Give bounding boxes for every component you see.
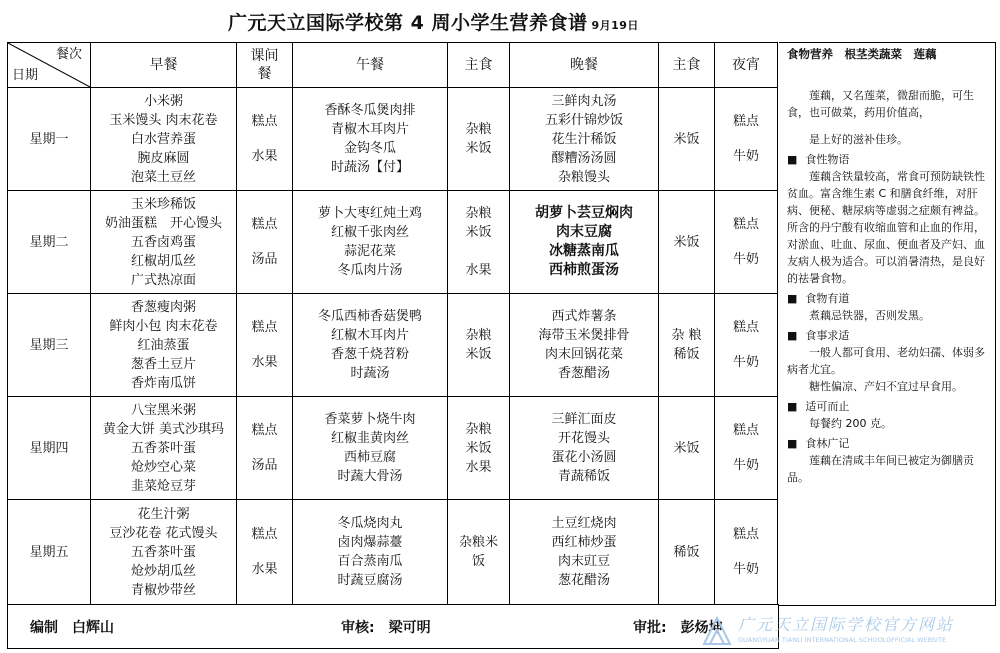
- night-snack-item: 牛奶: [732, 252, 759, 267]
- dinner-item: 香葱醋汤: [557, 366, 610, 381]
- sidebar-body: [787, 87, 987, 486]
- day-cell: 星期五: [8, 500, 91, 605]
- lunch-staple-item: 水果: [465, 263, 492, 278]
- lunch-item: 香菜萝卜烧牛肉: [324, 412, 416, 427]
- night-snack-item: 牛奶: [732, 458, 759, 473]
- sidebar-section-title: ■ 食事求适: [787, 327, 987, 344]
- night-snack-cell: [715, 294, 778, 397]
- night-snack-cell: [715, 500, 778, 605]
- breakfast-item: 香炸南瓜饼: [130, 375, 196, 391]
- dinner-cell: [510, 397, 659, 500]
- breakfast-item: 八宝黑米粥: [130, 402, 196, 418]
- dinner-staple-item: 稀饭: [673, 347, 700, 362]
- header-row: [8, 43, 778, 88]
- site-watermark: [700, 612, 995, 650]
- snack-item: 糕点: [251, 527, 278, 542]
- page-title: [228, 8, 639, 35]
- breakfast-cell: [91, 294, 237, 397]
- sidebar-section-title: ■ 食性物语: [787, 151, 987, 168]
- lunch-staple-item: 杂粮: [465, 421, 492, 437]
- lunch-item: 红椒韭黄肉丝: [330, 431, 409, 446]
- dinner-staple-item: 米饭: [673, 440, 700, 456]
- snack-item: 糕点: [251, 114, 278, 129]
- watermark-cn: 广元天立国际学校官方网站: [738, 615, 955, 634]
- breakfast-item: 五香茶叶蛋: [130, 544, 196, 560]
- dinner-item: 杂粮馒头: [557, 169, 610, 185]
- sidebar-paragraph: 莲藕，又名莲菜，微甜而脆，可生食，也可做菜，药用价值高，: [787, 89, 974, 119]
- lunch-item: 时蔬汤: [350, 366, 390, 381]
- sidebar-section-title: ■ 食物有道: [787, 290, 987, 307]
- night-snack-item: 糕点: [732, 320, 759, 335]
- lunch-staple-item: 杂粮米: [458, 535, 498, 550]
- breakfast-cell: [91, 191, 237, 294]
- snack-item: 汤品: [251, 458, 278, 473]
- sidebar-paragraph: 是上好的滋补佳珍。: [809, 133, 908, 146]
- dinner-item: 土豆红烧肉: [551, 516, 617, 531]
- menu-row: [8, 88, 778, 191]
- breakfast-item: 广式热凉面: [130, 272, 196, 288]
- lunch-item: 冬瓜肉片汤: [337, 263, 403, 278]
- lunch-item: 金钩冬瓜: [343, 141, 396, 156]
- dinner-item: 三鲜汇面皮: [551, 412, 617, 427]
- breakfast-item: 黄金大饼 美式沙琪玛: [102, 421, 225, 437]
- lunch-staple-item: 水果: [465, 459, 492, 475]
- lunch-staple-item: 米饭: [465, 225, 492, 240]
- breakfast-item: 红油蒸蛋: [137, 337, 190, 353]
- night-snack-item: 牛奶: [732, 355, 759, 370]
- lunch-staple-item: 饭: [471, 554, 485, 569]
- sidebar-paragraph: 煮藕忌铁器，否则发黑。: [809, 309, 930, 322]
- lunch-item: 红椒木耳肉片: [330, 328, 409, 343]
- lunch-item: 西柿豆腐: [343, 450, 396, 465]
- dinner-staple-item: 稀饭: [673, 544, 700, 560]
- watermark-en: GUANGYUAN TIANLI INTERNATIONAL SCHOOLOFFICIAL WEBSITE: [738, 636, 947, 644]
- lunch-staple-item: 杂粮: [465, 328, 492, 343]
- dinner-item: 西柿煎蛋汤: [549, 262, 619, 278]
- corner-top-label: 餐次: [55, 47, 82, 62]
- snack-cell: [237, 294, 293, 397]
- menu-row: [8, 191, 778, 294]
- dinner-cell: [510, 294, 659, 397]
- breakfast-cell: [91, 500, 237, 605]
- dinner-item: 开花馒头: [557, 431, 610, 446]
- night-snack-cell: [715, 88, 778, 191]
- dinner-staple-item: 杂 粮: [671, 328, 702, 343]
- breakfast-item: 炝炒空心菜: [130, 459, 196, 475]
- menu-row: [8, 500, 778, 605]
- breakfast-item: 花生汁粥: [137, 506, 190, 522]
- dinner-item: 海带玉米煲排骨: [538, 328, 630, 343]
- snack-cell: [237, 191, 293, 294]
- title-date: 9月19日: [591, 19, 639, 32]
- dinner-item: 青蔬稀饭: [557, 469, 610, 484]
- dinner-staple-cell: [659, 191, 715, 294]
- footer-approver: 审批: 彭炀坤: [633, 620, 723, 636]
- sidebar-heading: 食物营养 根茎类蔬菜 莲藕: [787, 47, 937, 61]
- lunch-item: 卤肉爆蒜薹: [337, 535, 403, 550]
- sidebar-paragraph: 糖性偏凉、产妇不宜过早食用。: [809, 380, 963, 393]
- dinner-item: 三鲜肉丸汤: [551, 93, 617, 109]
- breakfast-cell: [91, 397, 237, 500]
- lunch-item: 冬瓜西柿香菇煲鸭: [317, 309, 422, 324]
- dinner-item: 肉末回锅花菜: [544, 347, 623, 362]
- lunch-cell: [293, 191, 448, 294]
- footer-editor: 编制 白辉山: [30, 620, 114, 636]
- dinner-item: 肉末豆腐: [556, 224, 612, 240]
- snack-item: 糕点: [251, 423, 278, 438]
- dinner-staple-cell: [659, 500, 715, 605]
- corner-cell: [8, 43, 91, 88]
- lunch-item: 青椒木耳肉片: [330, 122, 409, 137]
- lunch-item: 香酥冬瓜煲肉排: [324, 103, 416, 118]
- sidebar-paragraph: 每餐约 200 克。: [809, 417, 892, 430]
- lunch-item: 时蔬汤【付】: [330, 160, 409, 175]
- sidebar-paragraph: 莲藕含铁量较高，常食可预防缺铁性贫血。富含维生素 C 和膳食纤维，对肝病、便秘、糖尿病等虚弱之症颇有裨益。所含的丹宁酸有收缩血管和止血的作用，对淤血、吐血、尿血、便血者及产妇、血友病人极为适合。可以消暑清热，是良好的祛暑食物。: [787, 170, 985, 285]
- lunch-staple-item: 米饭: [465, 347, 492, 362]
- breakfast-cell: [91, 88, 237, 191]
- day-cell: 星期一: [8, 88, 91, 191]
- breakfast-item: 鲜肉小包 肉末花卷: [109, 318, 218, 334]
- menu-row: [8, 294, 778, 397]
- lunch-staple-cell: [448, 191, 510, 294]
- night-snack-item: 牛奶: [732, 149, 759, 164]
- snack-cell: [237, 500, 293, 605]
- dinner-cell: [510, 500, 659, 605]
- snack-item: 糕点: [251, 320, 278, 335]
- lunch-staple-cell: [448, 500, 510, 605]
- dinner-item: 胡萝卜芸豆焖肉: [535, 205, 633, 221]
- header-night-snack: 夜宵: [715, 43, 778, 88]
- sidebar-paragraph: 一般人都可食用、老幼妇孺、体弱多病者尤宜。: [787, 346, 985, 376]
- breakfast-item: 五香茶叶蛋: [130, 440, 196, 456]
- lunch-staple-cell: [448, 397, 510, 500]
- dinner-item: 冰糖蒸南瓜: [549, 243, 619, 259]
- header-breakfast: 早餐: [91, 43, 237, 88]
- dinner-item: 葱花醋汤: [557, 573, 610, 588]
- lunch-staple-item: 米饭: [465, 440, 492, 456]
- breakfast-item: 小米粥: [143, 93, 183, 109]
- breakfast-item: 玉米馒头 肉末花卷: [109, 112, 218, 128]
- lunch-cell: [293, 88, 448, 191]
- day-cell: 星期四: [8, 397, 91, 500]
- dinner-staple-cell: [659, 397, 715, 500]
- dinner-item: 花生汁稀饭: [551, 131, 617, 147]
- snack-item: 水果: [251, 355, 278, 370]
- lunch-staple-item: 米饭: [465, 141, 492, 156]
- dinner-staple-cell: [659, 88, 715, 191]
- footer: [7, 604, 779, 649]
- header-snack: [237, 43, 293, 88]
- lunch-item: 红椒千张肉丝: [330, 225, 409, 240]
- lunch-staple-item: 杂粮: [465, 206, 492, 221]
- title-text: 广元天立国际学校第 4 周小学生营养食谱: [228, 12, 588, 34]
- dinner-item: 西式炸薯条: [551, 309, 617, 324]
- night-snack-cell: [715, 191, 778, 294]
- nutrition-sidebar: [779, 42, 996, 606]
- lunch-cell: [293, 500, 448, 605]
- header-snack-text: 课间餐: [250, 48, 279, 82]
- breakfast-item: 白水营养蛋: [130, 131, 196, 147]
- dinner-item: 肉末豇豆: [557, 554, 610, 569]
- lunch-staple-cell: [448, 88, 510, 191]
- night-snack-item: 牛奶: [732, 562, 759, 577]
- breakfast-item: 五香卤鸡蛋: [130, 234, 196, 250]
- dinner-item: 醪糟汤汤圆: [551, 150, 617, 166]
- day-cell: 星期二: [8, 191, 91, 294]
- dinner-item: 五彩什锦炒饭: [544, 112, 623, 128]
- breakfast-item: 葱香土豆片: [130, 356, 196, 372]
- night-snack-cell: [715, 397, 778, 500]
- sidebar-section-title: ■ 适可而止: [787, 398, 987, 415]
- lunch-staple-item: [448, 242, 509, 261]
- header-lunch-staple: 主食: [448, 43, 510, 88]
- header-lunch: 午餐: [293, 43, 448, 88]
- snack-item: 水果: [251, 149, 278, 164]
- lunch-item: 时蔬大骨汤: [337, 469, 403, 484]
- breakfast-item: 泡菜土豆丝: [130, 169, 196, 185]
- night-snack-item: 糕点: [732, 114, 759, 129]
- snack-item: 糕点: [251, 217, 278, 232]
- lunch-staple-cell: [448, 294, 510, 397]
- breakfast-item: 韭菜炝豆芽: [130, 478, 196, 494]
- breakfast-item: 玉米珍稀饭: [130, 196, 196, 212]
- night-snack-item: 糕点: [732, 217, 759, 232]
- breakfast-item: 奶油蛋糕 开心馒头: [104, 215, 222, 231]
- dinner-staple-cell: [659, 294, 715, 397]
- dinner-staple-item: 米饭: [673, 131, 700, 147]
- school-logo-icon: [700, 614, 734, 648]
- lunch-staple-item: 杂粮: [465, 122, 492, 137]
- sidebar-paragraph: 莲藕在清咸丰年间已被定为御膳贡品。: [787, 454, 974, 484]
- dinner-cell: [510, 191, 659, 294]
- dinner-staple-item: 米饭: [673, 234, 700, 250]
- breakfast-item: 炝炒胡瓜丝: [130, 563, 196, 579]
- snack-cell: [237, 397, 293, 500]
- lunch-item: 百合蒸南瓜: [337, 554, 403, 569]
- lunch-item: 萝卜大枣红炖土鸡: [317, 206, 422, 221]
- lunch-cell: [293, 294, 448, 397]
- breakfast-item: 青椒炒带丝: [130, 582, 196, 598]
- night-snack-item: 糕点: [732, 527, 759, 542]
- lunch-item: 时蔬豆腐汤: [337, 573, 403, 588]
- breakfast-item: 红椒胡瓜丝: [130, 253, 196, 269]
- lunch-cell: [293, 397, 448, 500]
- header-dinner-staple: 主食: [659, 43, 715, 88]
- day-cell: 星期三: [8, 294, 91, 397]
- lunch-item: 冬瓜烧肉丸: [337, 516, 403, 531]
- sidebar-section-title: ■ 食林广记: [787, 435, 987, 452]
- menu-row: [8, 397, 778, 500]
- corner-bottom-label: 日期: [12, 68, 39, 83]
- menu-table: [7, 42, 778, 605]
- breakfast-item: 腕皮麻圆: [137, 150, 190, 166]
- lunch-item: 香葱千烧苕粉: [330, 347, 409, 362]
- snack-item: 汤品: [251, 252, 278, 267]
- breakfast-item: 豆沙花卷 花式馒头: [109, 525, 218, 541]
- dinner-cell: [510, 88, 659, 191]
- dinner-item: 蛋花小汤圆: [551, 450, 617, 465]
- night-snack-item: 糕点: [732, 423, 759, 438]
- header-dinner: 晚餐: [510, 43, 659, 88]
- lunch-item: 蒜泥花菜: [343, 244, 396, 259]
- snack-cell: [237, 88, 293, 191]
- dinner-item: 西红柿炒蛋: [551, 535, 617, 550]
- breakfast-item: 香葱瘦肉粥: [130, 299, 196, 315]
- footer-reviewer: 审核: 梁可明: [341, 620, 431, 636]
- snack-item: 水果: [251, 562, 278, 577]
